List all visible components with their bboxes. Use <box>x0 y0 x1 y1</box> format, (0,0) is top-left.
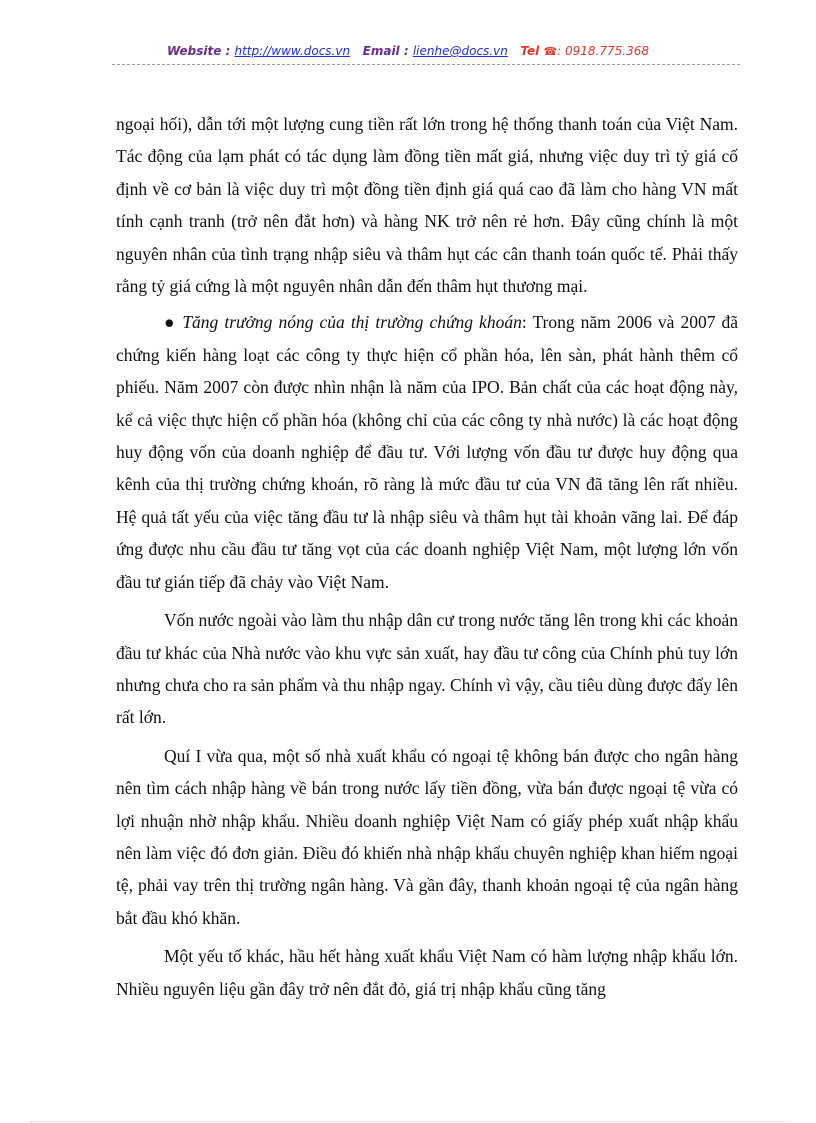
tel-label: Tel <box>520 44 540 58</box>
bullet-marker: ● <box>164 312 177 333</box>
paragraph-4: Quí I vừa qua, một số nhà xuất khẩu có ngoại tệ không bán được cho ngân hàng nên tìm cách nhập hàng về bán trong nước lấy tiền đồng, vừa bán được ngoại tệ vừa có lợi nhuận nhờ nhập khẩu. Nhiều doanh nghiệp Việt Nam có giấy phép xuất nhập khẩu nên làm việc đó đơn giản. Điều đó khiến nhà nhập khẩu chuyên nghiệp khan hiếm ngoại tệ, phải vay trên thị trường ngân hàng. Và gần đây, thanh khoản ngoại tệ của ngân hàng bắt đầu khó khăn. <box>116 745 738 928</box>
bullet-paragraph <box>116 306 738 598</box>
email-link[interactable]: lienhe@docs.vn <box>412 44 508 58</box>
paragraph-5: Một yếu tố khác, hầu hết hàng xuất khẩu Việt Nam có hàm lượng nhập khẩu lớn. Nhiều nguyên liệu gần đây trở nên đắt đỏ, giá trị nhập khẩu cũng tăng <box>116 946 738 999</box>
paragraph-3: Vốn nước ngoài vào làm thu nhập dân cư trong nước tăng lên trong khi các khoản đầu tư khác của Nhà nước vào khu vực sản xuất, hay đầu tư công của Chính phủ tuy lớn nhưng chưa cho ra sản phẩm và thu nhập ngay. Chính vì vậy, cầu tiêu dùng được đẩy lên rất lớn. <box>116 610 738 728</box>
bullet-text: : Trong năm 2006 và 2007 đã chứng kiến hàng loạt các công ty thực hiện cổ phần hóa, lên sàn, phát hành thêm cổ phiếu. Năm 2007 còn được nhìn nhận là năm của IPO. Bản chất của các hoạt động này, kể cả việc thực hiện cổ phần hóa (không chỉ của các công ty nhà nước) là các hoạt động huy động vốn của doanh nghiệp để đầu tư. Với lượng vốn đầu tư được huy động qua kênh của thị trường chứng khoán, rõ ràng là mức đầu tư của VN đã tăng lên rất nhiều. Hệ quả tất yếu của việc tăng đầu tư là nhập siêu và thâm hụt tài khoản vãng lai. Để đáp ứng được nhu cầu đầu tư tăng vọt của các doanh nghiệp Việt Nam, một lượng lớn vốn đầu tư gián tiếp đã chảy vào Việt Nam. <box>116 312 739 592</box>
bullet-title: Tăng trưởng nóng của thị trường chứng khoán <box>182 312 522 333</box>
header-divider <box>112 64 740 65</box>
tel-number: : 0918.775.368 <box>557 44 649 58</box>
website-link[interactable]: http://www.docs.vn <box>234 44 351 58</box>
telephone-icon: ☎ <box>543 45 558 58</box>
document-body <box>116 108 738 1005</box>
email-label: Email : <box>362 44 409 58</box>
page-header <box>0 44 816 58</box>
footer-divider <box>30 1121 786 1122</box>
paragraph-1: ngoại hối), dẫn tới một lượng cung tiền rất lớn trong hệ thống thanh toán của Việt Nam. Tác động của lạm phát có tác dụng làm đồng tiền mất giá, nhưng việc duy trì tỷ giá cố định về cơ bản là việc duy trì một đồng tiền định giá quá cao đã làm cho hàng VN mất tính cạnh tranh (trở nên đắt hơn) và hàng NK trở nên rẻ hơn. Đây cũng chính là một nguyên nhân của tình trạng nhập siêu và thâm hụt các cân thanh toán quốc tế. Phải thấy rằng tỷ giá cứng là một nguyên nhân dẫn đến thâm hụt thương mại. <box>116 114 738 297</box>
website-label: Website : <box>167 44 231 58</box>
